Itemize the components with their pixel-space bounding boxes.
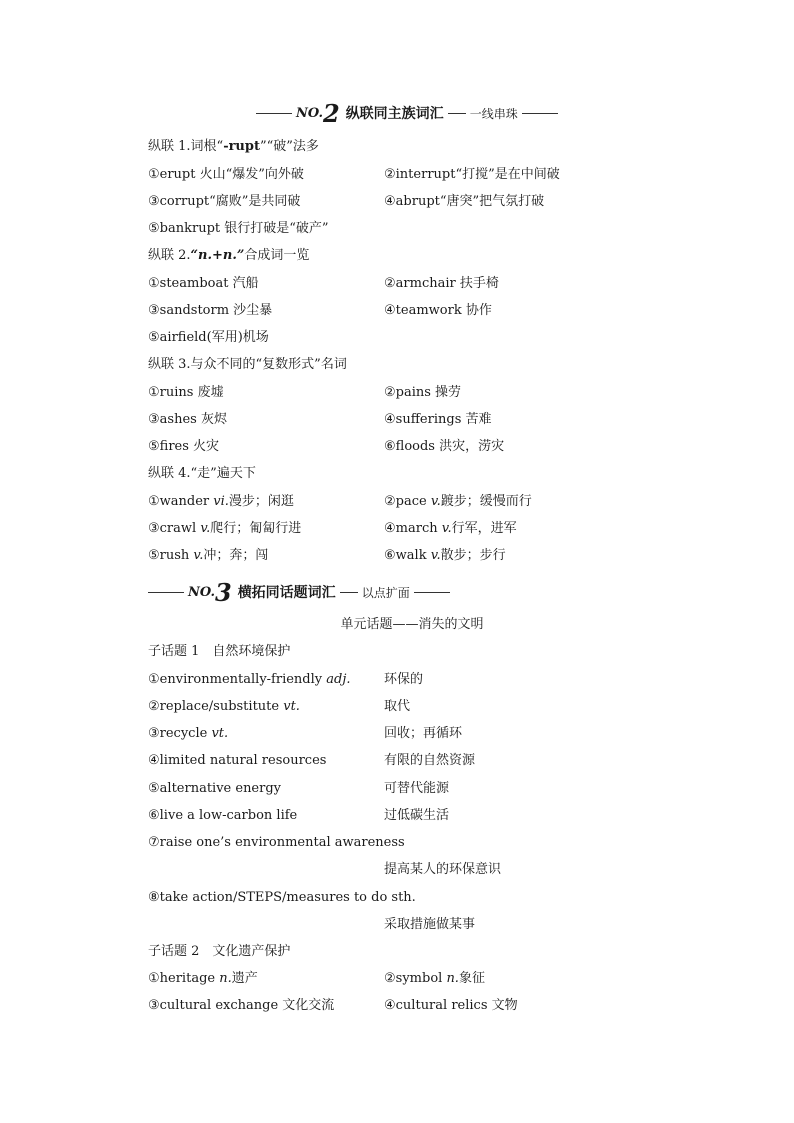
vocab-en: ⑦raise one’s environmental awareness [148,835,405,850]
group4-title: 纵联 4.“走”遍天下 [148,466,256,481]
vocab-en: ①environmentally-friendly adj. [148,672,351,687]
header-no-number: 2 [322,98,340,128]
vocab-row [148,751,476,771]
list-item: ④cultural relics 文物 [384,998,518,1013]
list-item: ③corrupt“腐败”是共同破 [148,194,301,209]
vocab-cn: 可替代能源 [384,781,450,796]
list-item: ⑤rush v.冲；奔；闯 [148,548,269,563]
list-item: ⑤fires 火灾 [148,439,220,454]
vocab-cn: 有限的自然资源 [384,753,476,768]
list-row [148,383,462,403]
group1-title: 纵联 1.词根“-rupt”“破”法多 [148,139,319,154]
list-row [148,969,485,989]
list-item: ①erupt 火山“爆发”向外破 [148,167,304,182]
header-rule-right [522,113,558,114]
group2-title: 纵联 2.“n.+n.”合成词一览 [148,248,310,263]
vocab-en: ②replace/substitute vt. [148,699,300,714]
list-item: ④abrupt“唐突”把气氛打破 [384,194,545,209]
subtopic1-title: 子话题 1 自然环境保护 [148,644,291,659]
header-no-number: 3 [214,577,232,607]
vocab-en: ⑤alternative energy [148,781,282,796]
vocab-cn: 取代 [384,699,411,714]
list-item: ③crawl v.爬行；匍匐行进 [148,521,302,536]
header-subtitle: 以点扩面 [361,585,410,600]
list-row [148,492,532,512]
vocab-row [148,670,424,690]
vocab-cn: 采取措施做某事 [384,917,476,932]
header-rule-left [256,113,292,114]
list-item: ②armchair 扶手椅 [384,276,499,291]
vocab-cn: 提高某人的环保意识 [384,862,502,877]
list-item: ①steamboat 汽船 [148,276,259,291]
list-row [148,274,499,294]
header-title: 横拓同话题词汇 [237,585,336,601]
list-item: ③cultural exchange 文化交流 [148,998,335,1013]
list-row [148,165,560,185]
list-item: ①ruins 废墟 [148,385,224,400]
list-item: ④teamwork 协作 [384,303,492,318]
list-item: ④march v.行军，进军 [384,521,517,536]
vocab-en: ⑥live a low-carbon life [148,808,298,823]
header-rule-right [414,592,450,593]
list-item: ④sufferings 苦难 [384,412,492,427]
vocab-cn: 回收；再循环 [384,726,463,741]
header-rule-left [148,592,184,593]
list-row [148,410,492,430]
section-header-no3 [148,575,450,609]
vocab-en: ⑧take action/STEPS/measures to do sth. [148,890,416,905]
list-item: ③ashes 灰烬 [148,412,227,427]
subtopic2-title: 子话题 2 文化遗产保护 [148,944,291,959]
list-item: ②pains 操劳 [384,385,462,400]
vocab-en: ④limited natural resources [148,753,327,768]
vocab-cn: 过低碳生活 [384,808,450,823]
list-row [148,219,329,239]
list-item: ②pace v.踱步；缓慢而行 [384,494,532,509]
list-item: ②symbol n.象征 [384,971,485,986]
unit-topic-title: 单元话题——消失的文明 [340,617,484,632]
list-row [148,519,517,539]
list-row [148,328,269,348]
list-item: ⑥floods 洪灾，涝灾 [384,439,505,454]
list-row [148,437,505,457]
header-no-label: NO. [188,584,215,600]
list-item: ③sandstorm 沙尘暴 [148,303,273,318]
formula: “n.+n.” [190,248,245,263]
root-rupt: -rupt [223,139,260,154]
group3-title: 纵联 3.与众不同的“复数形式”名词 [148,357,347,372]
vocab-row [148,806,450,826]
list-item: ⑤airfield(军用)机场 [148,330,269,345]
list-row [148,192,545,212]
vocab-cn: 环保的 [384,672,424,687]
list-row [148,301,492,321]
list-item: ①wander vi.漫步；闲逛 [148,494,294,509]
section-header-no2 [256,96,558,130]
header-rule-mid [340,592,358,593]
list-row [148,996,518,1016]
list-item: ②interrupt“打搅”是在中间破 [384,167,560,182]
header-subtitle: 一线串珠 [469,106,518,121]
list-item: ①heritage n.遗产 [148,971,258,986]
header-title: 纵联同主族词汇 [345,106,444,122]
list-item: ⑥walk v.散步；步行 [384,548,506,563]
header-no-label: NO. [296,105,323,121]
vocab-en: ③recycle vt. [148,726,229,741]
list-row [148,546,506,566]
list-item: ⑤bankrupt 银行打破是“破产” [148,221,329,236]
header-rule-mid [448,113,466,114]
vocab-row [148,697,411,717]
vocab-row [148,724,463,744]
vocab-row [148,779,450,799]
